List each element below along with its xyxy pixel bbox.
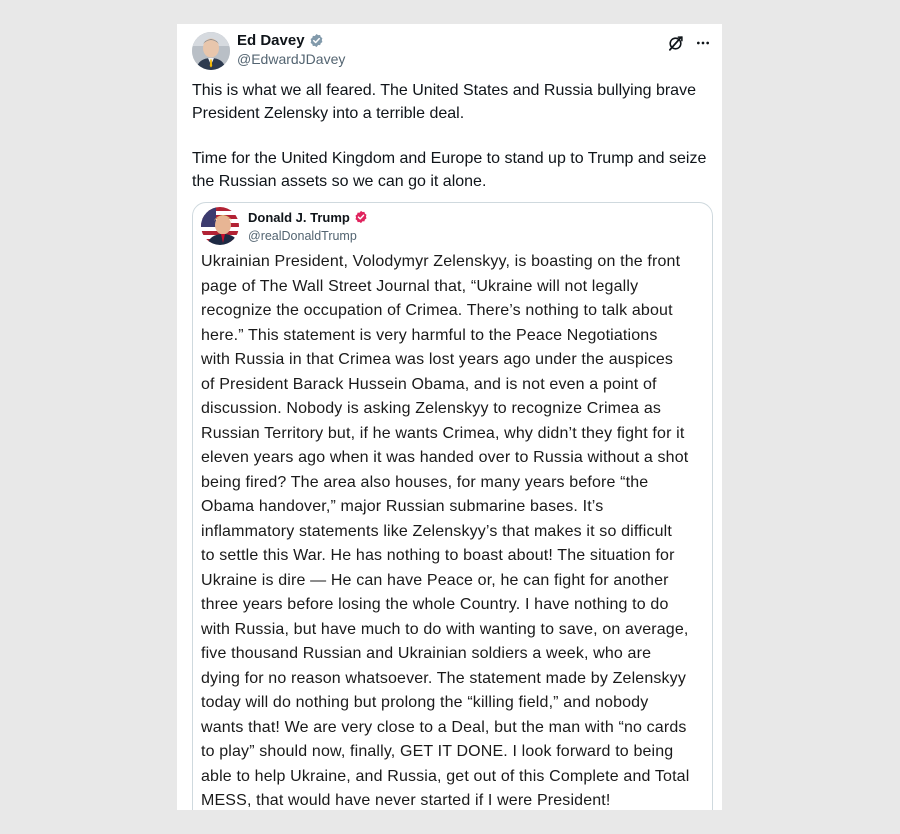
avatar[interactable] <box>192 32 230 70</box>
quoted-author-block <box>248 208 369 243</box>
author-block <box>237 30 345 67</box>
quoted-post-text: Ukrainian President, Volodymyr Zelenskyy, is boasting on the front page of The Wall Street Journal that, “Ukraine will not legally recognize the occupation of Crimea. There’s nothing to talk about here.” This statement is very harmful to the Peace Negotiations with Russia in that Crimea was lost years ago under the auspices of President Barack Hussein Obama, and is not even a point of discussion. Nobody is asking Zelenskyy to recognize Crimea as Russian Territory but, if he wants Crimea, why didn’t they fight for it eleven years ago when it was handed over to Russia without a shot being fired? The area also houses, for many years before “the Obama handover,” major Russian submarine bases. It’s inflammatory statements like Zelenskyy’s that makes it so difficult to settle this War. He has nothing to boast about! The situation for Ukraine is dire — He can have Peace or, he can fight for another three years before losing the whole Country. I have nothing to do with Russia, but have much to do with wanting to save, on average, five thousand Russian and Ukrainian soldiers a week, who are dying for no reason whatsoever. The statement made by Zelenskyy today will do nothing but prolong the “killing field,” and nobody wants that! We are very close to a Deal, but the man with “no cards to play” should now, finally, GET IT DONE. I look forward to being able to help Ukraine, and Russia, get out of this Complete and Total MESS, that would have never started if I were President! <box>201 253 690 809</box>
author-display-name[interactable]: Ed Davey <box>237 31 305 49</box>
tweet-header <box>192 30 712 70</box>
tweet-text <box>192 79 712 215</box>
verified-badge-icon <box>309 33 324 48</box>
grok-icon[interactable] <box>666 34 684 52</box>
tweet-paragraph: This is what we all feared. The United States and Russia bullying brave President Zelensky into a terrible deal. <box>192 82 696 122</box>
more-options-icon[interactable] <box>694 34 712 52</box>
top-actions <box>666 34 712 52</box>
quoted-avatar[interactable] <box>201 207 239 245</box>
quoted-post[interactable] <box>192 202 713 810</box>
tweet-paragraph: Time for the United Kingdom and Europe to stand up to Trump and seize the Russian assets so we can go it alone. <box>192 150 707 190</box>
profile-photo-icon <box>192 32 230 70</box>
verified-badge-icon <box>354 210 369 225</box>
flag-portrait-icon <box>201 207 239 245</box>
tweet-card[interactable] <box>177 24 722 810</box>
quoted-author-display-name[interactable]: Donald J. Trump <box>248 209 350 225</box>
quoted-author-handle[interactable]: @realDonaldTrump <box>248 229 357 243</box>
author-handle[interactable]: @EdwardJDavey <box>237 51 346 67</box>
